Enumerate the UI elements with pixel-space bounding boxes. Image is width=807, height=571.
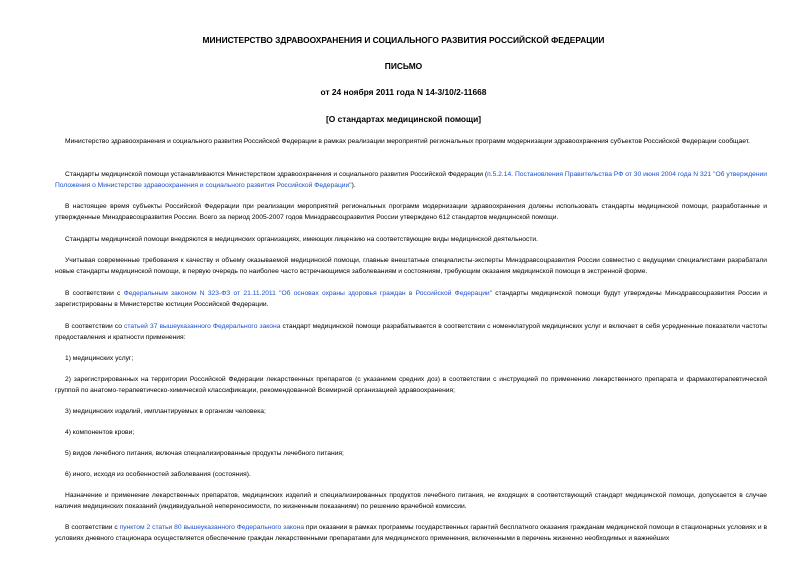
ministry-title: МИНИСТЕРСТВО ЗДРАВООХРАНЕНИЯ И СОЦИАЛЬНОГО РАЗВИТИЯ РОССИЙСКОЙ ФЕДЕРАЦИИ [202,35,605,45]
paragraph-3: В настоящее время субъекты Российской Федерации при реализации мероприятий региональных программ модернизации здравоохранения должны использовать стандарты медицинской помощи, разработанные и утвержденные Минздравсоцразвития России. Всего за период 2005-2007 годов Минздравсоцразвития России утверждено 612 стандартов медицинской помощи. [55,203,767,221]
link-government-resolution[interactable]: п.5.2.14. Постановления Правительства РФ от 30 июня 2004 года N 321 "Об утверждении Положения о Министерстве здравоохранения и социального развития Российской Федерации" [55,171,767,189]
paragraph-6: В соответствии с Федеральным законом N 323-ФЗ от 21.11.2011 "Об основах охраны здоровья граждан в Российской Федерации" стандарты медицинской помощи будут утверждены Минздравсоцразвития России и зарегистрированы в Министерстве юстиции Российской Федерации. [55,290,767,308]
paragraph-7: В соответствии со статьей 37 вышеуказанного Федерального закона стандарт медицинской помощи разрабатывается в соответствии с номенклатурой медицинских услуг и включает в себя усредненные показатели частоты предоставления и кратности применения: [55,323,767,341]
document-subject: [О стандартах медицинской помощи] [325,114,482,124]
paragraph-1: Министерство здравоохранения и социального развития Российской Федерации в рамках реализации мероприятий региональных программ модернизации здравоохранения субъектов Российской Федерации сообщает. [65,138,750,145]
paragraph-9: В соответствии с пунктом 2 статьи 80 вышеуказанного Федерального закона при оказании в рамках программы государственных гарантий бесплатного оказания гражданам медицинской помощи в стационарных условиях и в условиях дневного стационара осуществляется обеспечение граждан лекарственными препаратами для медицинского применения, включенными в перечень жизненно необходимых и важнейших [55,524,768,542]
list-item: 1) медицинских услуг; [65,355,134,362]
link-article-80[interactable]: пунктом 2 статьи 80 вышеуказанного Федерального закона [119,524,305,531]
list-item: 4) компонентов крови; [65,429,135,436]
date-and-number: от 24 ноября 2011 года N 14-3/10/2-11668 [320,87,487,97]
list-item: 3) медицинских изделий, имплантируемых в организм человека; [65,408,266,415]
list-item: 2) зарегистрированных на территории Российской Федерации лекарственных препаратов (с указанием средних доз) в соответствии с инструкцией по применению лекарственного препарата и фармакотерапевтической группой по анатомо-терапевтическо-химической классификации, рекомендованной Всемирной организацией здравоохранения; [55,376,767,394]
paragraph-8: Назначение и применение лекарственных препаратов, медицинских изделий и специализированных продуктов лечебного питания, не входящих в соответствующий стандарт медицинской помощи, допускается в случае наличия медицинских показаний (индивидуальной непереносимости, по жизненным показаниям) по решению врачебной комиссии. [55,492,767,510]
link-article-37[interactable]: статьей 37 вышеуказанного Федерального закона [124,323,281,330]
link-federal-law-323[interactable]: Федеральным законом N 323-ФЗ от 21.11.2011 "Об основах охраны здоровья граждан в Российской Федерации" [123,290,493,297]
list-item: 5) видов лечебного питания, включая специализированные продукты лечебного питания; [65,450,344,457]
document-type: ПИСЬМО [384,61,423,71]
list-item: 6) иного, исходя из особенностей заболевания (состояния). [65,471,251,478]
paragraph-4: Стандарты медицинской помощи внедряются в медицинских организациях, имеющих лицензию на соответствующие виды медицинской деятельности. [65,236,538,243]
paragraph-2: Стандарты медицинской помощи устанавливаются Министерством здравоохранения и социального развития Российской Федерации (п.5.2.14. Постановления Правительства РФ от 30 июня 2004 года N 321 "Об утверждении Положения о Министерстве здравоохранения и социального развития Российской Федерации"). [55,171,767,189]
paragraph-5: Учитывая современные требования к качеству и объему оказываемой медицинской помощи, главные внештатные специалисты-эксперты Минздравсоцразвития России совместно с ведущими специалистами разрабатали новые стандарты медицинской помощи, в первую очередь по наиболее часто встречающимся заболеваниям и состояниям, требующим оказания медицинской помощи в экстренной форме. [55,257,767,275]
